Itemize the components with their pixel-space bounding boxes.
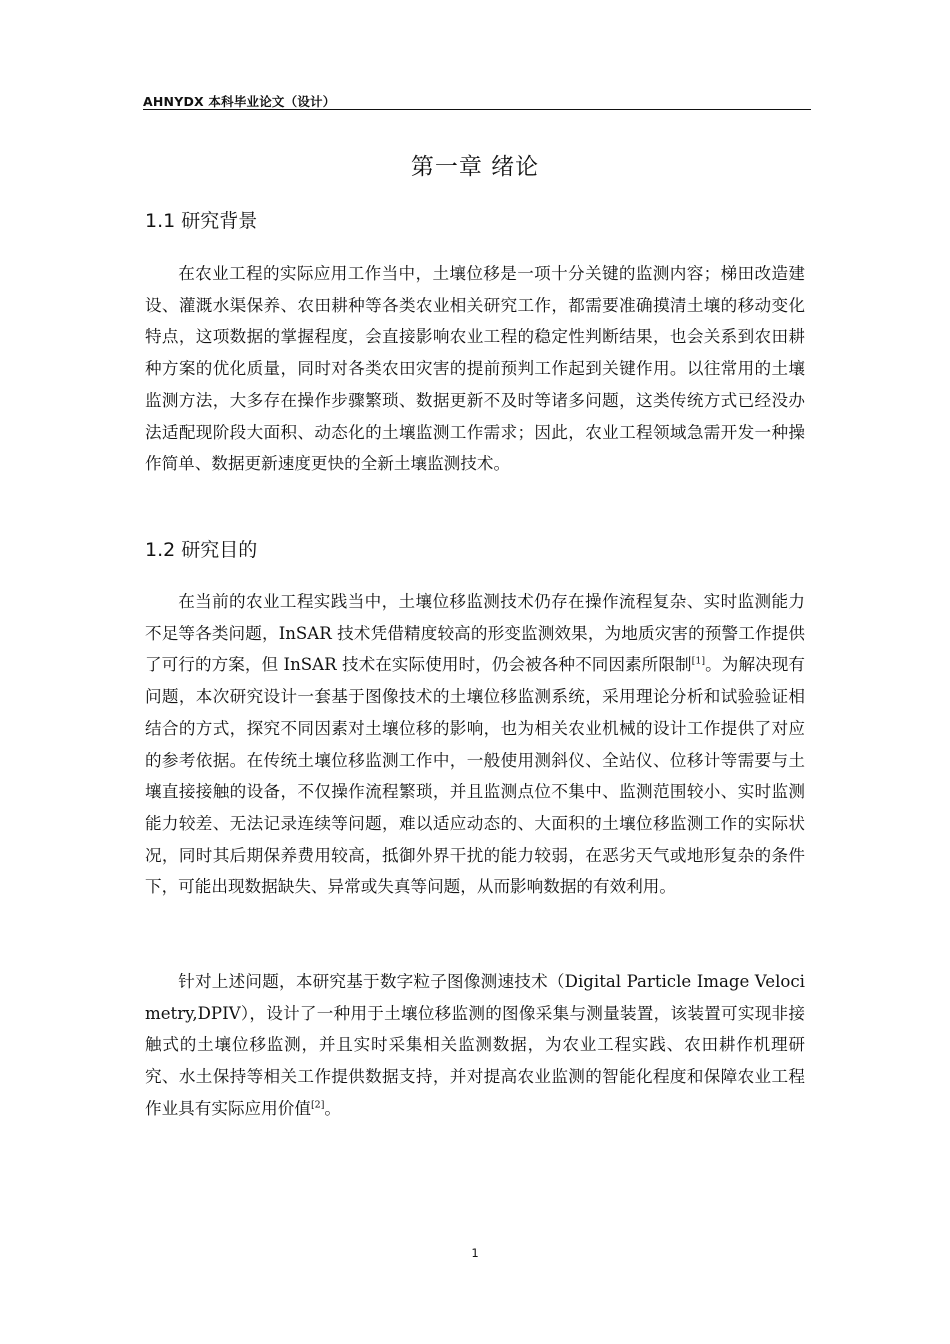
paragraph-text: 在当前的农业工程实践当中，土壤位移监测技术仍存在操作流程复杂、实时监测能力不足等各类问题，InSAR 技术凭借精度较高的形变监测效果，为地质灾害的预警工作提供了可行的方案，但 InSAR 技术在实际使用时，仍会被各种不同因素所限制 [145, 592, 805, 675]
paragraph-text: 针对上述问题，本研究基于数字粒子图像测速技术（Digital Particle Image Velocimetry,DPIV），设计了一种用于土壤位移监测的图像采集与测量装置，该装置可实现非接触式的土壤位移监测，并且实时采集相关监测数据，为农业工程实践、农田耕作机理研究、水土保持等相关工作提供数据支持，并对提高农业监测的智能化程度和保障农业工程作业具有实际应用价值 [145, 972, 805, 1118]
paragraph-text: 。 [324, 1098, 341, 1118]
citation-ref[interactable]: [1] [691, 655, 706, 667]
section-heading-purpose: 1.2 研究目的 [145, 539, 258, 561]
paragraph-purpose-1 [145, 586, 805, 903]
paragraph-purpose-2 [145, 966, 805, 1125]
section-heading-background: 1.1 研究背景 [145, 210, 258, 232]
header-rule [143, 109, 811, 110]
citation-ref[interactable]: [2] [310, 1099, 325, 1111]
chapter-title: 第一章 绪论 [410, 154, 540, 180]
running-header: AHNYDX 本科毕业论文（设计） [143, 94, 336, 109]
paragraph-background [145, 258, 805, 480]
paragraph-text: 在农业工程的实际应用工作当中，土壤位移是一项十分关键的监测内容；梯田改造建设、灌溉水渠保养、农田耕种等各类农业相关研究工作，都需要准确摸清土壤的移动变化特点，这项数据的掌握程度，会直接影响农业工程的稳定性判断结果，也会关系到农田耕种方案的优化质量，同时对各类农田灾害的提前预判工作起到关键作用。以往常用的土壤监测方法，大多存在操作步骤繁琐、数据更新不及时等诸多问题，这类传统方式已经没办法适配现阶段大面积、动态化的土壤监测工作需求；因此，农业工程领域急需开发一种操作简单、数据更新速度更快的全新土壤监测技术。 [145, 264, 805, 474]
page-number: 1 [471, 1246, 479, 1260]
paragraph-text: 。为解决现有问题，本次研究设计一套基于图像技术的土壤位移监测系统，采用理论分析和试验验证相结合的方式，探究不同因素对土壤位移的影响，也为相关农业机械的设计工作提供了对应的参考依据。在传统土壤位移监测工作中，一般使用测斜仪、全站仪、位移计等需要与土壤直接接触的设备，不仅操作流程繁琐，并且监测点位不集中、监测范围较小、实时监测能力较差、无法记录连续等问题，难以适应动态的、大面积的土壤位移监测工作的实际状况，同时其后期保养费用较高，抵御外界干扰的能力较弱，在恶劣天气或地形复杂的条件下，可能出现数据缺失、异常或失真等问题，从而影响数据的有效利用。 [145, 655, 805, 897]
